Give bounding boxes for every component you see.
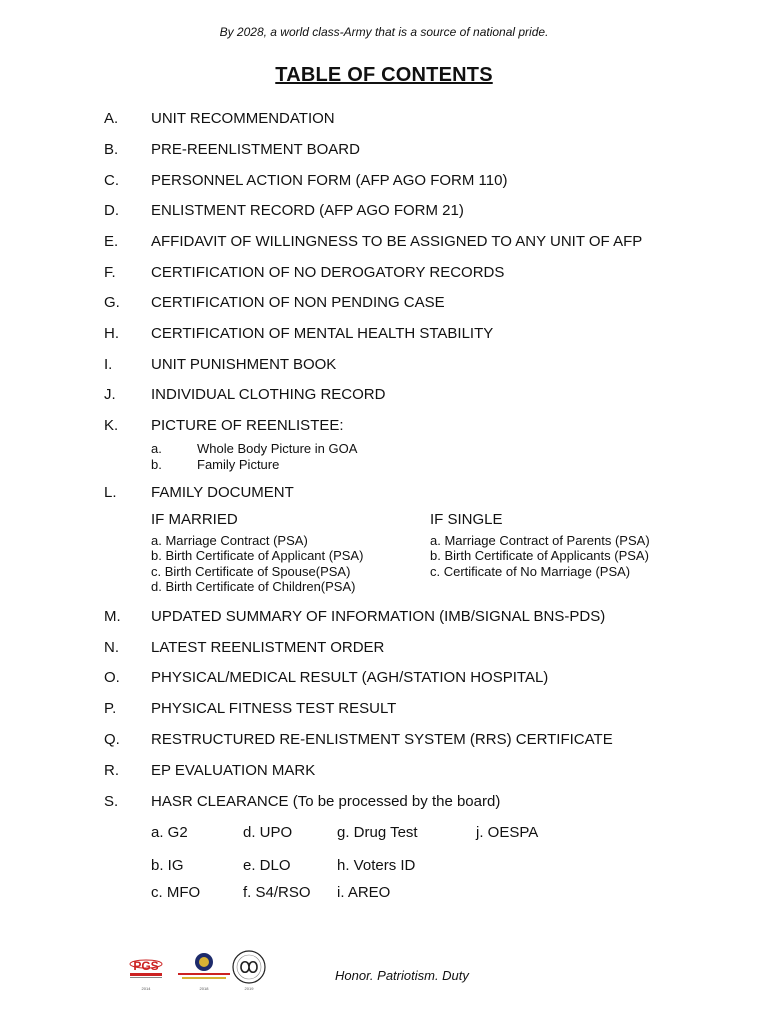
toc-text: EP EVALUATION MARK (151, 762, 316, 779)
hasr-item: h. Voters ID (337, 857, 416, 874)
logo-year: 2014 (141, 986, 151, 991)
married-doc-item: b. Birth Certificate of Applicant (PSA) (151, 548, 364, 563)
single-doc-item: a. Marriage Contract of Parents (PSA) (430, 533, 650, 548)
toc-text: CERTIFICATION OF MENTAL HEALTH STABILITY (151, 325, 494, 342)
toc-letter: N. (104, 639, 119, 656)
toc-text: PHYSICAL FITNESS TEST RESULT (151, 700, 397, 717)
footer-slogan: Honor. Patriotism. Duty (335, 968, 469, 983)
toc-text: HASR CLEARANCE (To be processed by the board) (151, 793, 501, 810)
sub-letter: b. (151, 457, 162, 472)
toc-letter: G. (104, 294, 120, 311)
toc-letter: S. (104, 793, 119, 810)
toc-letter: A. (104, 110, 119, 127)
toc-text: CERTIFICATION OF NO DEROGATORY RECORDS (151, 264, 505, 281)
hasr-item: d. UPO (243, 824, 293, 841)
toc-text: PICTURE OF REENLISTEE: (151, 417, 344, 434)
hasr-item: g. Drug Test (337, 824, 418, 841)
toc-text: PHYSICAL/MEDICAL RESULT (AGH/STATION HOSPITAL) (151, 669, 549, 686)
hasr-item: e. DLO (243, 857, 291, 874)
pgs-logo-text: PGS (133, 959, 159, 973)
toc-letter: R. (104, 762, 119, 779)
single-doc-item: b. Birth Certificate of Applicants (PSA) (430, 548, 649, 563)
toc-letter: O. (104, 669, 120, 686)
single-doc-item: c. Certificate of No Marriage (PSA) (430, 564, 631, 579)
married-doc-item: a. Marriage Contract (PSA) (151, 533, 308, 548)
vision-motto: By 2028, a world class-Army that is a source of national pride. (219, 25, 549, 39)
hasr-item: f. S4/RSO (243, 884, 311, 901)
toc-letter: I. (104, 356, 113, 373)
toc-letter: B. (104, 141, 119, 158)
toc-text: RESTRUCTURED RE-ENLISTMENT SYSTEM (RRS) CERTIFICATE (151, 731, 613, 748)
hasr-item: a. G2 (151, 824, 188, 841)
hasr-item: b. IG (151, 857, 184, 874)
sub-text: Family Picture (197, 457, 280, 472)
toc-text: PERSONNEL ACTION FORM (AFP AGO FORM 110) (151, 172, 508, 189)
toc-text: ENLISTMENT RECORD (AFP AGO FORM 21) (151, 202, 464, 219)
toc-text: UPDATED SUMMARY OF INFORMATION (IMB/SIGNAL BNS-PDS) (151, 608, 606, 625)
seal-logo-icon (178, 953, 230, 991)
toc-letter: F. (104, 264, 116, 281)
toc-letter: D. (104, 202, 119, 219)
footer-logos (116, 948, 276, 998)
toc-text: UNIT RECOMMENDATION (151, 110, 335, 127)
toc-letter: Q. (104, 731, 120, 748)
toc-text: INDIVIDUAL CLOTHING RECORD (151, 386, 386, 403)
hasr-item: i. AREO (337, 884, 391, 901)
circular-logo-icon (233, 951, 265, 991)
sub-letter: a. (151, 441, 162, 456)
toc-letter: M. (104, 608, 121, 625)
sub-text: Whole Body Picture in GOA (197, 441, 358, 456)
toc-text: AFFIDAVIT OF WILLINGNESS TO BE ASSIGNED TO ANY UNIT OF AFP (151, 233, 643, 250)
married-doc-item: d. Birth Certificate of Children(PSA) (151, 579, 356, 594)
pgs-logo-icon (130, 959, 162, 991)
logo-year: 2019 (244, 986, 254, 991)
toc-letter: H. (104, 325, 119, 342)
toc-letter: C. (104, 172, 119, 189)
hasr-item: c. MFO (151, 884, 201, 901)
toc-text: LATEST REENLISTMENT ORDER (151, 639, 385, 656)
toc-letter: P. (104, 700, 117, 717)
toc-letter: J. (104, 386, 116, 403)
toc-text: UNIT PUNISHMENT BOOK (151, 356, 337, 373)
toc-letter: E. (104, 233, 119, 250)
toc-text: CERTIFICATION OF NON PENDING CASE (151, 294, 445, 311)
logo-year: 2018 (199, 986, 209, 991)
toc-text: PRE-REENLISTMENT BOARD (151, 141, 360, 158)
toc-letter: L. (104, 484, 117, 501)
toc-text: FAMILY DOCUMENT (151, 484, 294, 501)
hasr-item: j. OESPA (476, 824, 539, 841)
if-single-heading: IF SINGLE (430, 511, 503, 528)
page-title: TABLE OF CONTENTS (275, 64, 493, 86)
toc-letter: K. (104, 417, 119, 434)
if-married-heading: IF MARRIED (151, 511, 238, 528)
married-doc-item: c. Birth Certificate of Spouse(PSA) (151, 564, 351, 579)
